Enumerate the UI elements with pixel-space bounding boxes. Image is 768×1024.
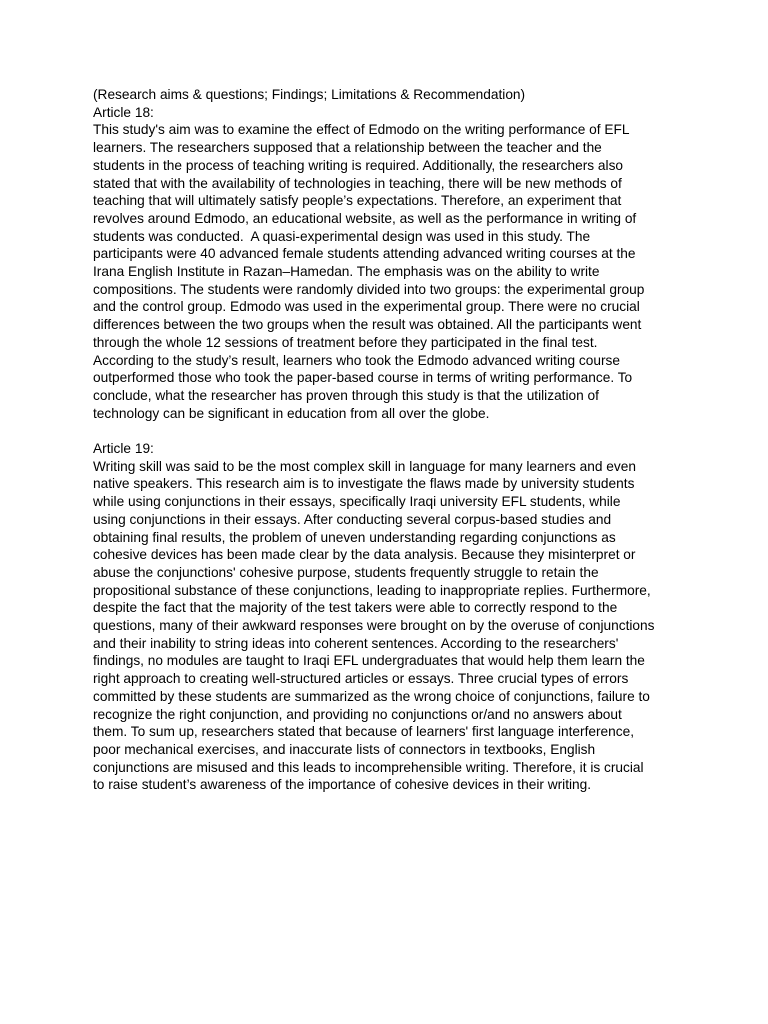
text-line: recognize the right conjunction, and providing no conjunctions or/and no answers about: [93, 706, 622, 722]
text-line: and the control group. Edmodo was used in the experimental group. There were no crucial: [93, 299, 640, 315]
text-line: revolves around Edmodo, an educational website, as well as the performance in writing of: [93, 210, 637, 226]
text-line: teaching that will ultimately satisfy people’s expectations. Therefore, an experiment that: [93, 193, 622, 209]
text-line: native speakers. This research aim is to investigate the flaws made by university students: [93, 476, 635, 492]
text-line: compositions. The students were randomly divided into two groups: the experimental group: [93, 281, 645, 297]
text-line: stated that with the availability of technologies in teaching, there will be new methods of: [93, 175, 622, 191]
text-line: students was conducted. A quasi-experimental design was used in this study. The: [93, 228, 591, 244]
text-line: conclude, what the researcher has proven through this study is that the utilization of: [93, 387, 599, 403]
text-line: participants were 40 advanced female students attending advanced writing courses at the: [93, 246, 636, 262]
text-line: abuse the conjunctions' cohesive purpose, students frequently struggle to retain the: [93, 564, 599, 580]
article-18: [93, 104, 683, 423]
document-header: (Research aims & questions; Findings; Limitations & Recommendation): [93, 87, 526, 102]
text-line: learners. The researchers supposed that a relationship between the teacher and the: [93, 140, 602, 156]
text-line: despite the fact that the majority of the test takers were able to correctly respond to the: [93, 600, 618, 616]
text-line: while using conjunctions in their essays, specifically Iraqi university EFL students, while: [93, 494, 621, 510]
text-line: findings, no modules are taught to Iraqi EFL undergraduates that would help them learn the: [93, 653, 645, 669]
text-line: Irana English Institute in Razan–Hamedan. The emphasis was on the ability to write: [93, 264, 600, 280]
text-line: students in the process of teaching writing is required. Additionally, the researchers also: [93, 157, 624, 173]
text-line: committed by these students are summarized as the wrong choice of conjunctions, failure to: [93, 688, 650, 704]
text-line: Writing skill was said to be the most complex skill in language for many learners and even: [93, 458, 636, 474]
text-line: This study's aim was to examine the effect of Edmodo on the writing performance of EFL: [93, 122, 630, 138]
paragraph-spacer: [93, 422, 683, 440]
text-line: propositional substance of these conjunctions, leading to inappropriate replies. Furthermore,: [93, 582, 651, 598]
text-line: using conjunctions in their essays. After conducting several corpus-based studies and: [93, 511, 612, 527]
article-18-body: [93, 121, 683, 422]
text-line: poor mechanical exercises, and inaccurate lists of connectors in textbooks, English: [93, 742, 596, 757]
article-18-heading: Article 18:: [93, 104, 154, 120]
text-line: to raise student’s awareness of the importance of cohesive devices in their writing.: [93, 777, 592, 793]
text-line: right approach to creating well-structured articles or essays. Three crucial types of errors: [93, 671, 629, 687]
text-line: outperformed those who took the paper-based course in terms of writing performance. To: [93, 370, 633, 386]
text-line: According to the study’s result, learners who took the Edmodo advanced writing course: [93, 352, 621, 368]
text-line: conjunctions are misused and this leads to incomprehensible writing. Therefore, it is crucial: [93, 759, 644, 775]
text-line: and their inability to string ideas into coherent sentences. According to the researchers': [93, 635, 619, 651]
article-19: [93, 440, 683, 794]
text-line: them. To sum up, researchers stated that because of learners' first language interference,: [93, 724, 635, 740]
text-line: obtaining final results, the problem of uneven understanding regarding conjunctions as: [93, 529, 616, 545]
document-page: [93, 86, 683, 794]
text-line: questions, many of their awkward responses were brought on by the overuse of conjunctions: [93, 618, 655, 634]
text-line: through the whole 12 sessions of treatment before they participated in the final test.: [93, 334, 598, 350]
article-19-body: [93, 458, 683, 794]
text-line: differences between the two groups when the result was obtained. All the participants went: [93, 317, 642, 333]
text-line: technology can be significant in education from all over the globe.: [93, 405, 490, 421]
article-19-heading: Article 19:: [93, 441, 154, 457]
text-line: cohesive devices has been made clear by the data analysis. Because they misinterpret or: [93, 547, 636, 563]
